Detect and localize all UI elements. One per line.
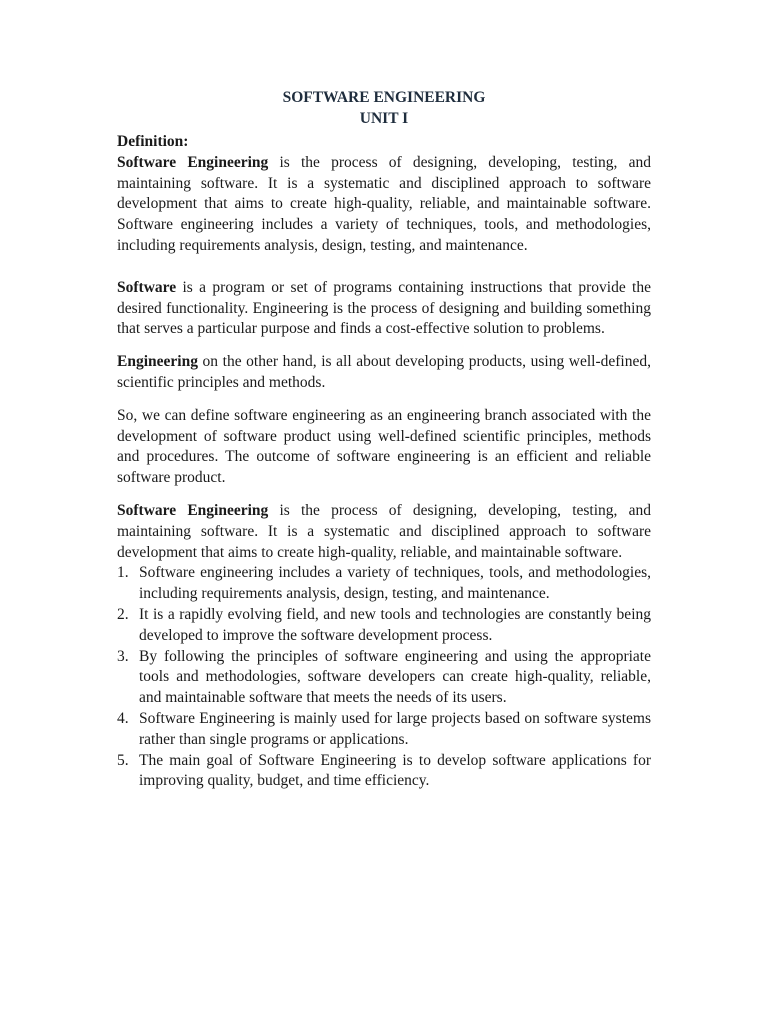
paragraph-engineering <box>117 352 651 394</box>
list-item <box>117 751 651 793</box>
list-item <box>117 647 651 709</box>
paragraph-definition <box>117 153 651 257</box>
list-item-text: The main goal of Software Engineering is to develop software applications for improving quality, budget, and time efficiency. <box>139 751 651 790</box>
definition-heading: Definition: <box>117 133 189 150</box>
list-number: 4. <box>117 709 129 727</box>
paragraph-summary: So, we can define software engineering as an engineering branch associated with the development of software product using well-defined scientific principles, methods and procedures. The outcome of software engineering is an efficient and reliable software product. <box>117 406 651 487</box>
list-item-text: By following the principles of software engineering and using the appropriate tools and methodologies, software developers can create high-quality, reliable, and maintainable software that meets the needs of its users. <box>139 647 651 707</box>
paragraph-text: on the other hand, is all about developing products, using well-defined, scientific principles and methods. <box>117 353 651 391</box>
list-item <box>117 605 651 647</box>
bold-term: Software <box>117 278 177 296</box>
document-page <box>117 87 651 792</box>
list-number: 1. <box>117 564 129 582</box>
paragraph-software <box>117 278 651 340</box>
unit-title: UNIT I <box>359 110 409 127</box>
list-item-text: Software Engineering is mainly used for large projects based on software systems rather than single programs or applications. <box>139 709 651 748</box>
bold-term: Engineering <box>117 353 198 371</box>
list-item-text: Software engineering includes a variety of techniques, tools, and methodologies, including requirements analysis, design, testing, and maintenance. <box>139 564 651 603</box>
paragraph-text: is a program or set of programs containing instructions that provide the desired functionality. Engineering is the process of designing and building something that serves a particular purpose and finds a cost-effective solution to problems. <box>117 278 651 338</box>
document-title: SOFTWARE ENGINEERING <box>282 89 486 106</box>
paragraph-text: is the process of designing, developing, testing, and maintaining software. It is a systematic and disciplined approach to software development that aims to create high-quality, reliable, and maintainable software. Software engineering includes a variety of techniques, tools, and methodologies, including requirements analysis, design, testing, and maintenance. <box>117 153 651 254</box>
list-item <box>117 563 651 605</box>
list-number: 3. <box>117 647 129 665</box>
list-item <box>117 709 651 751</box>
list-number: 2. <box>117 605 129 623</box>
list-item-text: It is a rapidly evolving field, and new tools and technologies are constantly being developed to improve the software development process. <box>139 605 651 644</box>
bold-term: Software Engineering <box>117 153 269 171</box>
paragraph-definition-repeat <box>117 501 651 563</box>
bold-term: Software Engineering <box>117 501 269 519</box>
paragraph-text: is the process of designing, developing, testing, and maintaining software. It is a systematic and disciplined approach to software development that aims to create high-quality, reliable, and maintainable software. <box>117 501 651 561</box>
key-points-list <box>117 563 651 792</box>
list-number: 5. <box>117 751 129 769</box>
